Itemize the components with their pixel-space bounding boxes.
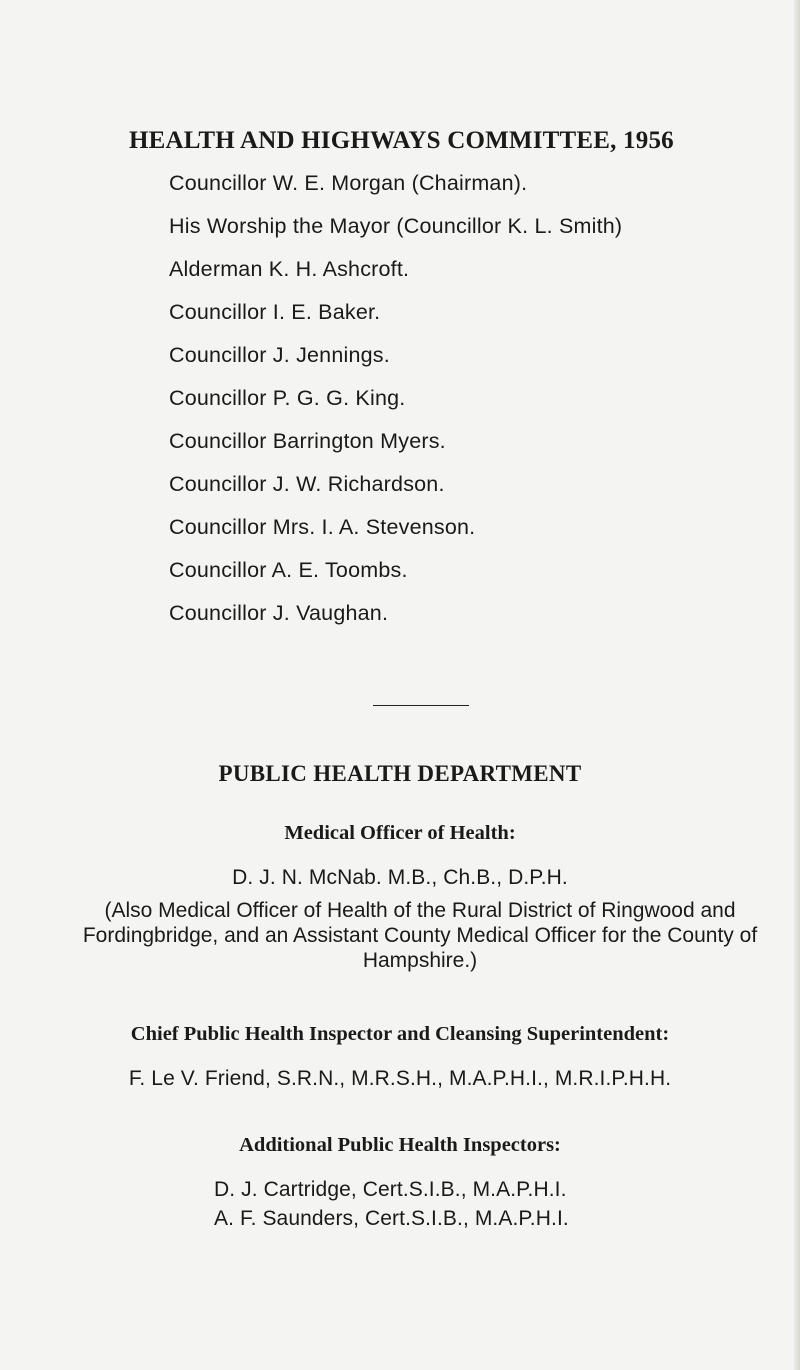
department-title: PUBLIC HEALTH DEPARTMENT [218, 761, 582, 786]
page-edge [794, 0, 800, 1370]
committee-member: Councillor J. Jennings. [169, 343, 390, 367]
committee-member: Councillor A. E. Toombs. [169, 558, 408, 582]
committee-member-list [169, 168, 622, 641]
medical-officer-note: (Also Medical Officer of Health of the Rural District of Ringwood and Fordingbridge, and an Assistant County Medical Officer for the County of Hampshire.) [82, 899, 758, 972]
committee-member: Alderman K. H. Ashcroft. [169, 257, 410, 281]
chief-inspector-heading: Chief Public Health Inspector and Cleansing Superintendent: [130, 1023, 670, 1045]
committee-title: HEALTH AND HIGHWAYS COMMITTEE, 1956 [129, 127, 674, 154]
committee-member: Councillor I. E. Baker. [169, 300, 381, 324]
medical-officer-name: D. J. N. McNab. M.B., Ch.B., D.P.H. [232, 866, 568, 889]
medical-officer-heading: Medical Officer of Health: [284, 822, 516, 844]
additional-inspector-name: A. F. Saunders, Cert.S.I.B., M.A.P.H.I. [214, 1207, 569, 1230]
committee-member: His Worship the Mayor (Councillor K. L. Smith) [169, 214, 623, 238]
committee-member: Councillor P. G. G. King. [169, 386, 406, 410]
section-divider [373, 705, 469, 706]
committee-member: Councillor J. Vaughan. [169, 601, 389, 625]
chief-inspector-name: F. Le V. Friend, S.R.N., M.R.S.H., M.A.P.H.I., M.R.I.P.H.H. [128, 1067, 672, 1090]
additional-inspector-name: D. J. Cartridge, Cert.S.I.B., M.A.P.H.I. [214, 1178, 567, 1201]
committee-member: Councillor W. E. Morgan (Chairman). [169, 171, 528, 195]
committee-member: Councillor Barrington Myers. [169, 429, 446, 453]
additional-inspectors-heading: Additional Public Health Inspectors: [239, 1134, 561, 1156]
committee-member: Councillor Mrs. I. A. Stevenson. [169, 515, 476, 539]
committee-member: Councillor J. W. Richardson. [169, 472, 445, 496]
